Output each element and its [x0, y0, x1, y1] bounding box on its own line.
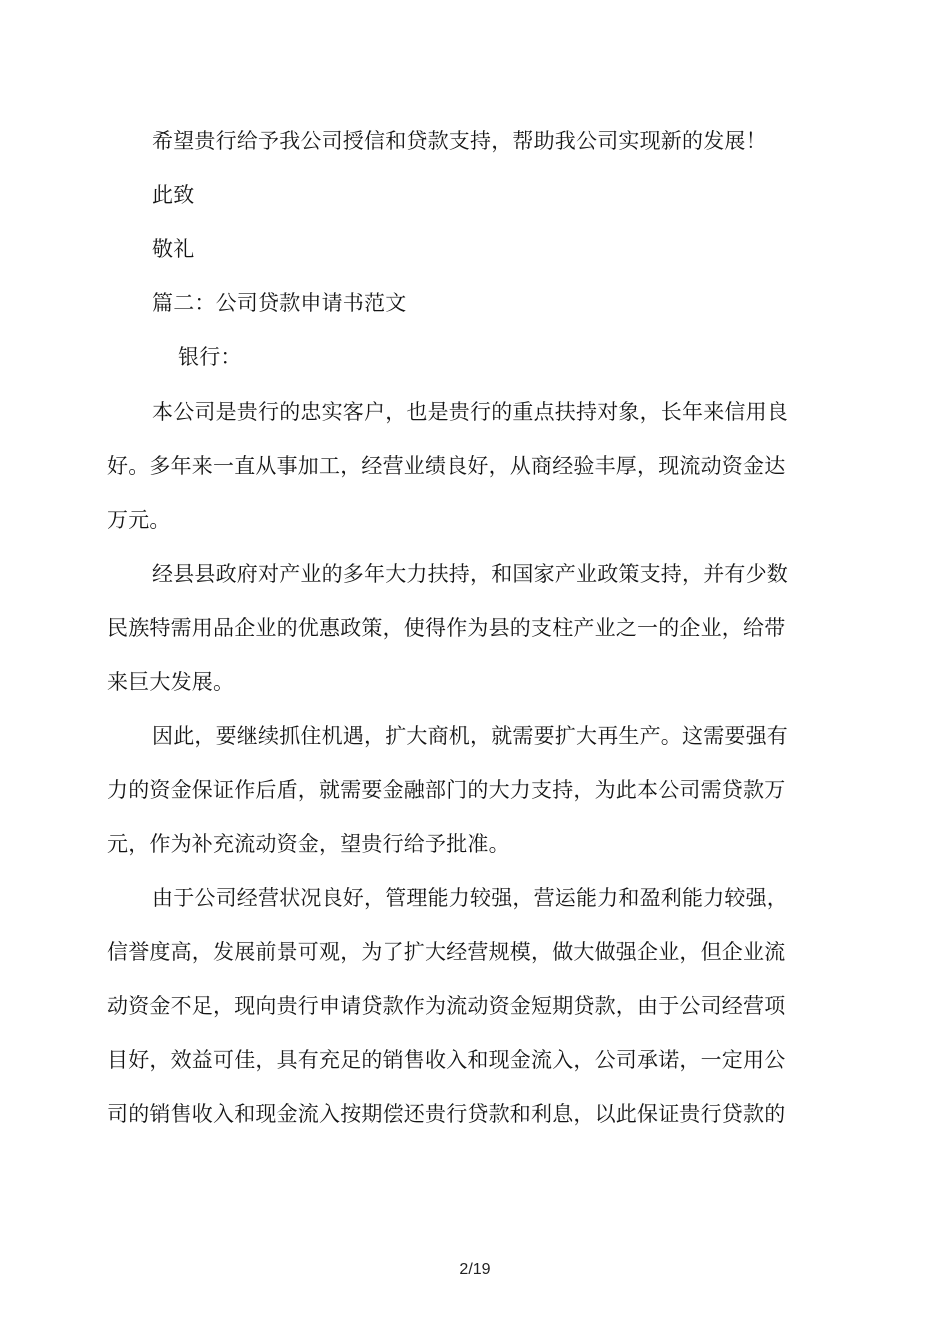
text-line: 此致 — [152, 183, 195, 207]
page-number: 2/19 — [459, 1261, 491, 1278]
section-heading: 篇二：公司贷款申请书范文 — [152, 291, 407, 315]
text-line: 民族特需用品企业的优惠政策，使得作为县的支柱产业之一的企业，给带 — [107, 616, 786, 640]
text-line: 希望贵行给予我公司授信和贷款支持，帮助我公司实现新的发展！ — [152, 129, 767, 153]
text-line: 动资金不足，现向贵行申请贷款作为流动资金短期贷款，由于公司经营项 — [107, 994, 786, 1018]
text-line: 由于公司经营状况良好，管理能力较强，营运能力和盈利能力较强， — [152, 886, 788, 910]
text-line: 元，作为补充流动资金，望贵行给予批准。 — [107, 832, 510, 856]
text-line: 信誉度高，发展前景可观，为了扩大经营规模，做大做强企业，但企业流 — [107, 940, 786, 964]
text-line: 目好，效益可佳，具有充足的销售收入和现金流入，公司承诺，一定用公 — [107, 1048, 786, 1072]
text-line: 本公司是贵行的忠实客户，也是贵行的重点扶持对象，长年来信用良 — [152, 400, 788, 424]
text-line: 敬礼 — [152, 237, 195, 261]
text-line: 好。多年来一直从事加工，经营业绩良好，从商经验丰厚，现流动资金达 — [107, 454, 786, 478]
text-line: 力的资金保证作后盾，就需要金融部门的大力支持，为此本公司需贷款万 — [107, 778, 786, 802]
text-line: 万元。 — [107, 508, 171, 532]
text-line: 因此，要继续抓住机遇，扩大商机，就需要扩大再生产。这需要强有 — [152, 724, 788, 748]
text-line: 来巨大发展。 — [107, 670, 235, 694]
text-line: 经县县政府对产业的多年大力扶持，和国家产业政策支持，并有少数 — [152, 562, 788, 586]
salutation: 银行： — [178, 345, 242, 369]
text-line: 司的销售收入和现金流入按期偿还贵行贷款和利息，以此保证贵行贷款的 — [107, 1102, 786, 1126]
